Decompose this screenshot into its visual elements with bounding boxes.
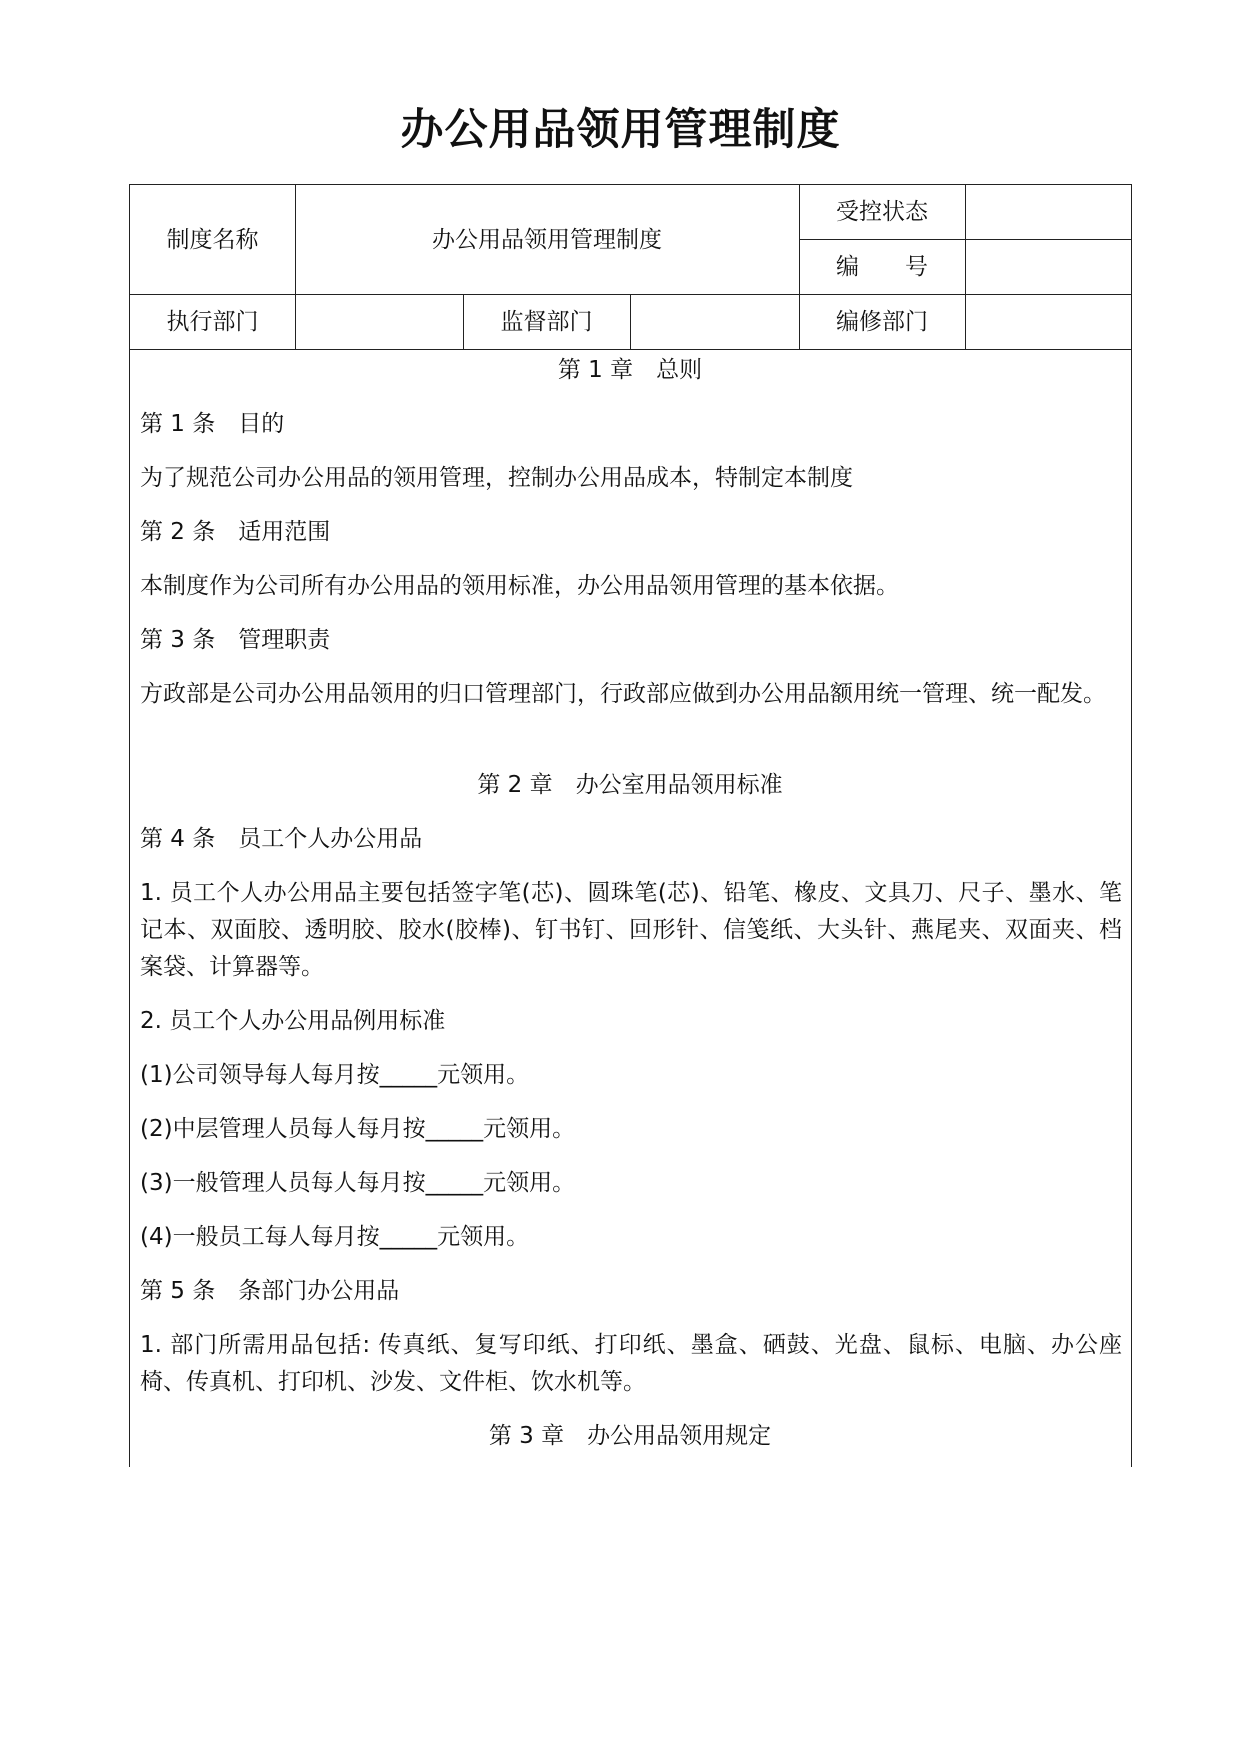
article-text: 方政部是公司办公用品领用的归口管理部门，行政部应做到办公用品额用统一管理、统一配发。 [140,681,1106,707]
article-title: 第 2 条 适用范围 [140,519,331,545]
list-item: (3)一般管理人员每人每月按_____元领用。 [140,1170,576,1196]
article-text: 本制度作为公司所有办公用品的领用标准，办公用品领用管理的基本依据。 [140,573,899,599]
article-text: 2. 员工个人办公用品例用标准 [140,1008,446,1034]
list-item: (1)公司领导每人每月按_____元领用。 [140,1062,530,1088]
policy-name-label: 制度名称 [166,226,259,253]
article-title: 第 1 条 目的 [140,411,285,437]
article-text: 1. 员工个人办公用品主要包括签字笔(芯)、圆珠笔(芯)、铅笔、橡皮、文具刀、尺子、墨水、笔记本、双面胶、透明胶、胶水(胶棒)、钉书钉、回形针、信笺纸、大头针、燕尾夹、双面夹、档案袋、计算器等。 [140,880,1122,980]
article-title: 第 5 条 条部门办公用品 [140,1278,400,1304]
control-status-label: 受控状态 [836,199,928,225]
list-item: (2)中层管理人员每人每月按_____元领用。 [140,1116,576,1142]
document-title: 办公用品领用管理制度 [400,105,841,155]
article-text: 为了规范公司办公用品的领用管理，控制办公用品成本，特制定本制度 [140,465,853,491]
document-number-label: 编 号 [836,253,928,280]
supervise-dept-label: 监督部门 [500,308,593,335]
control-status-value [965,185,1132,239]
list-item: (4)一般员工每人每月按_____元领用。 [140,1224,530,1250]
document-number-value [965,239,1132,294]
chapter-heading: 第 1 章 总则 [557,357,703,383]
edit-dept-label: 编修部门 [836,308,928,335]
edit-dept-value [965,294,1132,349]
supervise-dept-value [630,294,799,349]
article-title: 第 3 条 管理职责 [140,627,331,653]
article-title: 第 4 条 员工个人办公用品 [140,826,423,852]
exec-dept-label: 执行部门 [166,308,259,335]
chapter-heading: 第 3 章 办公用品领用规定 [488,1423,772,1449]
divider [130,349,1132,350]
policy-name-value: 办公用品领用管理制度 [432,226,662,253]
article-text: 1. 部门所需用品包括: 传真纸、复写印纸、打印纸、墨盒、硒鼓、光盘、鼠标、电脑、办公座椅、传真机、打印机、沙发、文件柜、饮水机等。 [140,1332,1122,1395]
exec-dept-value [295,294,463,349]
chapter-heading: 第 2 章 办公室用品领用标准 [477,772,783,798]
